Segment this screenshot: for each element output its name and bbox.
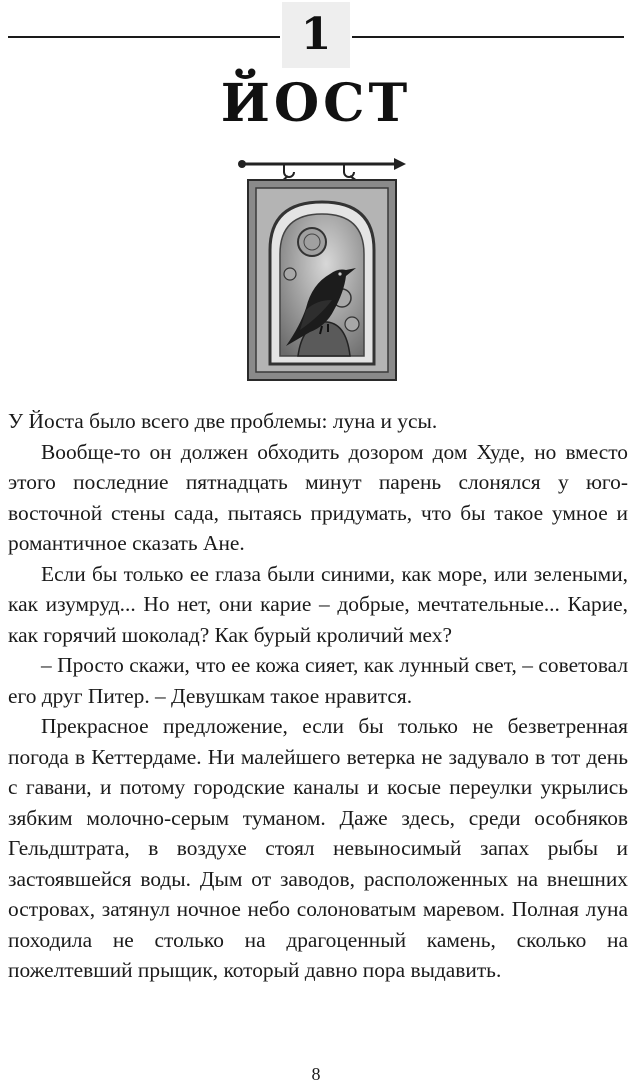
paragraph: Прекрасное предложение, если бы только не безветренная погода в Кеттердаме. Ни малейшего ветерка не задувало в тот день с гавани, и потому городские каналы и косые переулки укрылись зябким молочно-серым туманом. Даже здесь, среди особняков Гельдштрата, в воздухе стоял невыносимый запах рыбы и застоявшейся воды. Дым от заводов, расположенных на внешних островах, затянул ночное небо солоноватым маревом. Полная луна походила не столько на драгоценный камень, сколько на пожелтевший прыщик, который давно пора выдавить.	[8, 714, 628, 982]
chapter-number: 1	[300, 9, 332, 60]
chapter-number-box	[282, 2, 350, 68]
page-number: 8	[311, 1064, 321, 1084]
paragraph: Вообще-то он должен обходить дозором дом Худе, но вместо этого последние пятнадцать минут парень слонялся у юго-восточной стены сада, пытаясь придумать, что бы такое умное и романтичное сказать Ане.	[8, 439, 628, 555]
header-rule-left	[8, 36, 280, 38]
body-text	[8, 406, 628, 986]
chapter-title: ЙОСТ	[220, 73, 412, 134]
header-rule-right	[352, 36, 624, 38]
paragraph: Если бы только ее глаза были синими, как море, или зелеными, как изумруд... Но нет, они карие – добрые, мечтательные... Карие, как горячий шоколад? Как бурый кроличий мех?	[8, 561, 628, 647]
paragraph: У Йоста было всего две проблемы: луна и усы.	[8, 409, 438, 433]
paragraph: – Просто скажи, что ее кожа сияет, как лунный свет, – советовал его друг Питер. – Девушкам такое нравится.	[8, 653, 628, 708]
raven-on-hanging-sign-icon	[236, 150, 406, 386]
